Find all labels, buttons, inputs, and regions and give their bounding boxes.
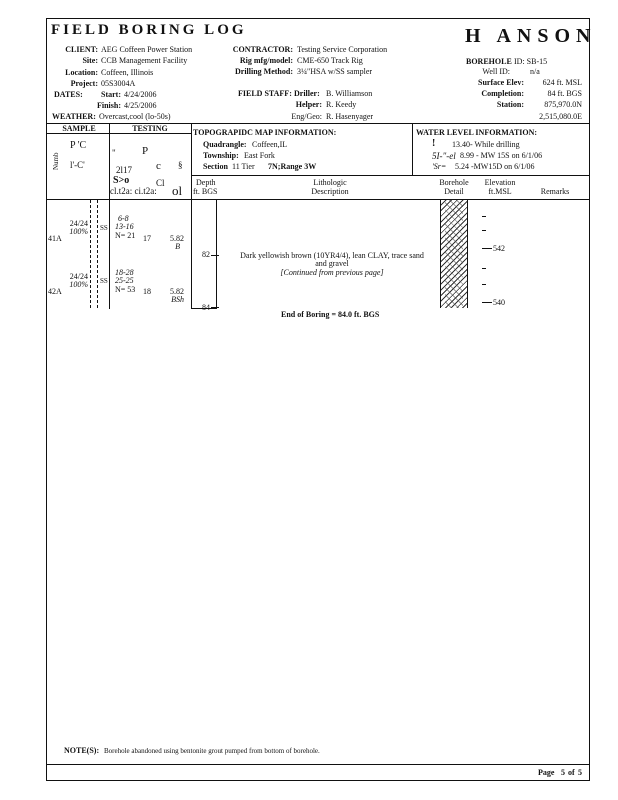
elevation-header: Elevation [484,178,516,187]
dates-label: DATES: [54,90,83,99]
section-label: Section [203,162,228,171]
township-label: Township: [203,151,239,160]
footer-divider [46,764,590,765]
description-line-2: and gravel [315,259,349,268]
location-value: Coffeen, Illinois [101,68,154,77]
quad-value: Coffeen,IL [252,140,288,149]
station-north: 875,970.0N [544,100,582,109]
sample-recovery-pct: 100% [69,227,88,236]
client-label: CLIENT: [65,45,98,54]
water-level-3: 5.24 -MW15D on 6/1/06 [455,162,535,171]
weather-value: Overcast,cool (lo-50s) [99,112,171,121]
elevation-tick [482,216,486,217]
sample-bracket [90,200,91,308]
site-value: CCB Management Facility [101,56,188,65]
elevation-tick [482,230,486,231]
site-label: Site: [82,56,98,65]
type-header: l'-C' [70,160,85,170]
column-header-bottom [46,199,590,200]
borehole-header: Borehole [439,178,469,187]
test-value: 5.82 [170,234,184,243]
sample-recovery-pct: 100% [69,280,88,289]
field-staff-label: FIELD STAFF: [238,89,292,98]
uscs-value: BSh [171,295,184,304]
moisture-value: 17 [143,234,151,243]
depth-tick [211,307,219,308]
blow-header-2: 2l17 [116,165,133,175]
page-number: 5 [561,768,565,777]
contractor-label: CONTRACTOR: [232,45,293,54]
start-label: Start: [101,90,121,99]
ol-header: ol [172,183,183,198]
quad-label: Quadrangle: [203,140,247,149]
station-label: Station: [496,100,524,109]
depth-scale-vline [216,199,217,309]
sample-recovery: 24/24 [69,219,88,228]
blow-counts-1: 6-8 [118,214,129,223]
litho-header: Lithologic [313,178,347,187]
helper-label: Helper: [295,100,322,109]
enggeo-value: R. Hasenyager [326,112,374,121]
cl-header: Cl [156,178,165,188]
enggeo-label: Eng/Geo: [291,112,322,121]
helper-value: R. Keedy [326,100,357,109]
drilling-value: 3¼"HSA w/SS sampler [297,67,373,76]
blow-header-3: S>o [113,175,130,186]
completion-label: Completion: [481,89,524,98]
page-label: Page [538,768,555,777]
driller-label: Driller: [294,89,320,98]
weather-label: WEATHER: [52,112,96,121]
elevation-540: 540 [493,298,505,307]
moisture-value: 18 [143,287,151,296]
borehole-grout-pattern [445,200,463,308]
elevation-tick [482,268,486,269]
section-symbol: § [178,160,183,170]
water-symbol-1: ! [432,138,436,149]
section-value: 11 Tier [232,162,255,171]
sample-type: SS [100,224,108,232]
page-of-label: of [568,768,575,777]
borehole-value: ID: SB-15 [514,57,548,66]
sample-number: 41A [48,234,62,243]
water-level-1: 13.40- While drilling [452,140,520,149]
sample-testing-vline [109,123,110,309]
water-symbol-3: 'Sr= [432,162,447,171]
page-total: 5 [578,768,582,777]
depth-unit-header: ft. BGS [193,187,218,196]
finish-label: Finish: [97,101,122,110]
elevation-tick [482,248,492,249]
uscs-value: B [175,242,180,251]
well-value: n/a [530,67,540,76]
density-header: c [156,160,161,172]
borehole-header-2: Detail [444,187,464,196]
notes-text: Borehole abandoned using bentonite grout pumped from bottom of borehole. [104,747,320,755]
sample-bracket-2 [97,200,98,308]
surface-label: Surface Elev: [478,78,524,87]
station-east: 2,515,080.0E [539,112,582,121]
blow-counts-2: 13-16 [115,222,134,231]
blow-counts-1: 18-28 [115,268,134,277]
description-line-1: Dark yellowish brown (10YR4/4), lean CLAY, trace sand [240,251,424,260]
column-header-top [191,175,590,176]
tier-value: 7N;Range 3W [268,162,317,171]
water-level-2: 8.99 - MW 15S on 6/1/06 [460,151,543,160]
township-value: East Fork [244,151,275,160]
completion-value: 84 ft. BGS [547,89,582,98]
finish-value: 4/25/2006 [124,101,157,110]
project-label: Project: [70,79,98,88]
depth-header: Depth [196,178,216,187]
depth-84: 84 [202,303,210,312]
blow-header: " [112,148,116,158]
well-label: Well ID: [482,67,510,76]
scribble-text: cl.t2a: ci.t2a: [110,186,157,196]
testing-depth-vline [191,123,192,309]
blow-counts-2: 25-25 [115,276,134,285]
depth-82: 82 [202,250,210,259]
sample-testing-divider [46,133,191,134]
topo-water-vline [412,123,413,175]
elevation-tick [482,284,486,285]
water-symbol-2: 5I-"-el [432,151,456,161]
remarks-header: Remarks [540,187,570,196]
n-value: N= 53 [115,285,136,294]
sample-number: 42A [48,287,62,296]
rig-label: Rig mfg/model: [239,56,293,65]
description-line-3: [Continued from previous page] [280,268,384,277]
borehole-label: BOREHOLE [466,57,512,66]
elevation-tick [482,302,492,303]
moisture-header: P [142,145,149,157]
elevation-542: 542 [493,244,505,253]
company-logo: H ANSON [465,25,597,47]
litho-header-2: Description [311,187,349,196]
drilling-label: Drilling Method: [235,67,293,76]
recovery-header: P 'C [70,140,87,151]
location-label: Location: [65,68,98,77]
testing-header: TESTING [132,124,168,133]
end-of-boring: End of Boring = 84.0 ft. BGS [281,310,380,319]
contractor-value: Testing Service Corporation [297,45,388,54]
n-value: N= 21 [115,231,136,240]
project-value: 05S3004A [101,79,136,88]
test-value: 5.82 [170,287,184,296]
water-title: WATER LEVEL INFORMATION: [416,128,538,137]
number-header: Numb [52,152,60,170]
topo-title: TOPOGRAPIDC MAP INFORMATION: [193,128,337,137]
elevation-header-2: ft.MSL [488,187,512,196]
sample-header: SAMPLE [62,124,96,133]
sample-recovery: 24/24 [69,272,88,281]
rig-value: CME-650 Track Rig [297,56,363,65]
client-value: AEG Coffeen Power Station [101,45,193,54]
document-title: FIELD BORING LOG [51,22,247,38]
driller-value: B. Williamson [326,89,373,98]
sample-type: SS [100,277,108,285]
surface-value: 624 ft. MSL [542,78,582,87]
start-value: 4/24/2006 [124,90,157,99]
notes-label: NOTE(S): [64,746,100,755]
